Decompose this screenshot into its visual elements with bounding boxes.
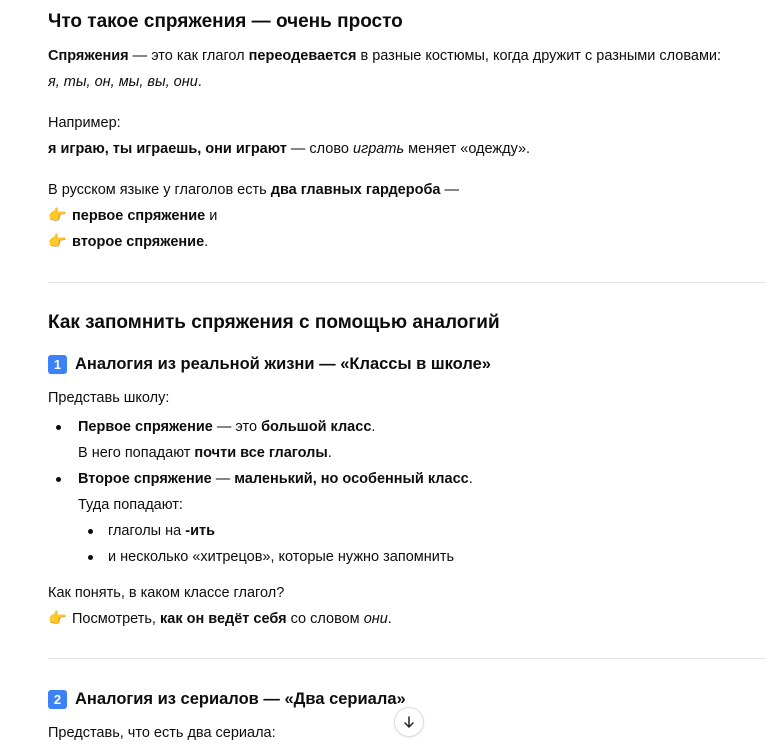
definition-paragraph (48, 43, 721, 69)
text: . (387, 611, 392, 627)
bold-text: маленький, но особенный класс (234, 471, 469, 487)
arrow-down-icon (402, 715, 416, 729)
pointing-hand-icon: 👉 (48, 233, 67, 250)
nested-list-item (48, 518, 766, 544)
bold-text: переодевается (248, 48, 357, 64)
divider (48, 282, 766, 283)
text: со словом (286, 611, 364, 627)
text: Посмотреть, (72, 611, 160, 627)
list-item-continuation (48, 440, 766, 466)
bold-text: -ить (185, 523, 215, 539)
text: — (211, 471, 235, 487)
bold-text: два главных гардероба (270, 182, 441, 198)
keycap-one-icon: 1 (48, 355, 67, 374)
text: . (204, 234, 209, 250)
text: глаголы на (108, 523, 186, 539)
section-heading: Что такое спряжения — очень просто (48, 11, 403, 32)
heading-text: Аналогия из реальной жизни — «Классы в школе» (75, 355, 491, 373)
text: . (197, 74, 202, 90)
wardrobe-item-1 (48, 203, 217, 229)
text: В русском языке у глаголов есть (48, 182, 271, 198)
divider (48, 658, 766, 659)
bold-text: как он ведёт себя (160, 611, 287, 627)
question-text: Как понять, в каком классе глагол? (48, 585, 285, 601)
text: — (440, 182, 459, 198)
italic-text: я, ты, он, мы, вы, они (48, 74, 198, 90)
text: в разные костюмы, когда дружит с разными словами: (356, 48, 722, 64)
text: . (371, 419, 376, 435)
pointing-hand-icon: 👉 (48, 610, 67, 627)
bold-text: я играю, ты играешь, они играют (48, 141, 287, 157)
text: и (205, 208, 218, 224)
intro-text: Представь школу: (48, 390, 170, 406)
heading-text: Аналогия из сериалов — «Два сериала» (75, 690, 406, 708)
analogy-heading (48, 687, 406, 711)
example-line (48, 136, 530, 162)
section-heading: Как запомнить спряжения с помощью аналогий (48, 312, 500, 333)
intro-text: Представь, что есть два сериала: (48, 725, 276, 741)
text: меняет «одежду». (404, 141, 531, 157)
text: — это (212, 419, 262, 435)
text: — это как глагол (128, 48, 249, 64)
analogy-heading (48, 352, 491, 376)
nested-list-item: и несколько «хитрецов», которые нужно запомнить (48, 544, 766, 570)
bold-text: Второе спряжение (78, 471, 212, 487)
list-item (48, 414, 766, 440)
text: — слово (286, 141, 354, 157)
pointing-hand-icon: 👉 (48, 207, 67, 224)
bold-text: Спряжения (48, 48, 129, 64)
italic-text: они (363, 611, 388, 627)
bullet-list (48, 414, 766, 570)
keycap-two-icon: 2 (48, 690, 67, 709)
bold-text: почти все глаголы (194, 445, 328, 461)
text: . (468, 471, 473, 487)
text: . (327, 445, 332, 461)
scroll-to-bottom-button[interactable] (394, 707, 424, 737)
list-item (48, 466, 766, 492)
bold-text: большой класс (261, 419, 372, 435)
example-label: Например: (48, 115, 121, 131)
text: В него попадают (78, 445, 195, 461)
wardrobe-item-2 (48, 229, 208, 255)
bold-text: первое спряжение (72, 208, 206, 224)
italic-text: играть (353, 141, 405, 157)
pronouns-line (48, 69, 202, 95)
answer-line (48, 606, 392, 632)
bold-text: Первое спряжение (78, 419, 213, 435)
list-item-continuation: Туда попадают: (78, 497, 183, 513)
bold-text: второе спряжение (72, 234, 205, 250)
wardrobe-line (48, 177, 459, 203)
